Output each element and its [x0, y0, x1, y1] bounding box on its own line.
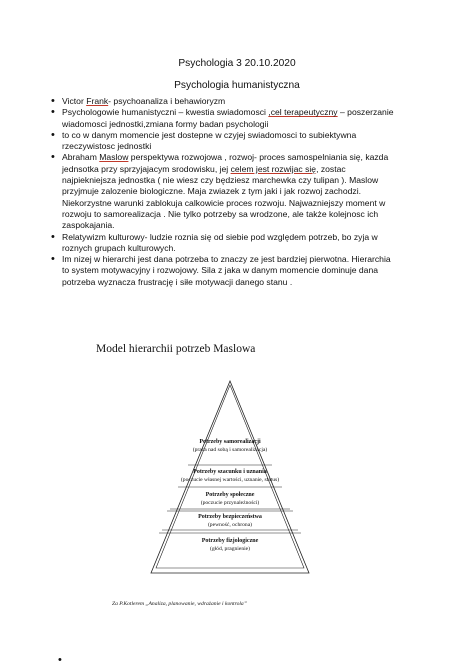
- bullet-item: [62, 152, 397, 231]
- tier-detail: (praca nad sobą i samorealizacja): [192, 447, 268, 453]
- empty-bullet-icon: •: [58, 654, 62, 666]
- bullet-text: Psychologowie humanistyczni – kwestia swiadomosci: [62, 107, 269, 118]
- bullet-text: to co w danym momencie jest dostepne w czyjej swiadomosci to subiektywna rzeczywistosc jednostki: [62, 129, 357, 152]
- bullet-item: [62, 96, 397, 107]
- tier-detail: (głód, pragnienie): [209, 546, 251, 552]
- tier-detail: (poczucie przynależności): [200, 500, 260, 506]
- underlined-term: ,cel terapeutyczny: [268, 107, 338, 118]
- bullet-text: , zostac najpiekniejsza jednostka ( nie wiesz czy będziesz marchewka czy tulipan ). Maslow przyjmuje zalozenie biologiczne. Maja zwiazek z tym jaki i jak rozwoj zachodzi. Niekorzystne warunki zablokuja calkowicie proces rozwoju. Najwazniejszy moment w rozwoju to samorealizacja . Nie tylko potrzeby sa wrodzone, ale także kolejnosc ich zaspokajania.: [62, 163, 386, 231]
- bullet-text: – poszerzanie wiadomosci jednostki,zmiana formy badan psychologii: [62, 107, 394, 129]
- bullet-item: [62, 254, 397, 288]
- tier-label: Potrzeby bezpieczeństwa: [198, 514, 262, 520]
- tier-label: Potrzeby społeczne: [205, 492, 255, 498]
- bullet-item: [62, 107, 397, 130]
- figure-title: Model hierarchii potrzeb Maslowa: [96, 343, 256, 355]
- tier-detail: (pewność, ochrona): [207, 522, 253, 528]
- notes-bullet-list: [62, 96, 397, 288]
- pyramid-tier-3: [150, 491, 310, 507]
- document-title: Psychologia 3 20.10.2020: [178, 58, 296, 69]
- figure-credit: Za P.Kotlerem „Analiza, planowanie, wdrażanie i kontrola”: [112, 601, 247, 607]
- bullet-text: perspektywa rozwojowa , rozwoj- proces samospelniania się, kazda jednsotka przy sprzyjajacym srodowisku, jej: [62, 152, 389, 174]
- underlined-term: Maslow: [99, 152, 129, 163]
- tier-detail: (poczucie własnej wartości, uznanie, status): [180, 477, 280, 483]
- bullet-text: - psychoanaliza i behawioryzm: [108, 96, 226, 106]
- maslow-pyramid: [150, 380, 310, 574]
- bullet-text: Abraham: [62, 152, 100, 163]
- pyramid-tier-1: [150, 438, 310, 454]
- tier-label: Potrzeby fizjologiczne: [201, 538, 259, 544]
- bullet-text: Relatywizm kulturowy- ludzie roznia się od siebie pod względem potrzeb, bo zyja w roznych grupach kulturowych.: [62, 231, 378, 253]
- tier-label: Potrzeby samorealizacji: [199, 439, 261, 445]
- pyramid-tier-5: [150, 537, 310, 553]
- bullet-text: Victor: [62, 96, 87, 106]
- tier-label: Potrzeby szacunku i uznania: [193, 469, 267, 475]
- bullet-item: [62, 130, 397, 153]
- bullet-item: [62, 232, 397, 255]
- underlined-term: celem jest rozwijac się: [230, 163, 317, 174]
- document-subtitle: Psychologia humanistyczna: [174, 80, 300, 91]
- bullet-text: Im nizej w hierarchi jest dana potrzeba to znaczy ze jest bardziej pierwotna. Hierarchia to system motywacyjny i rozwojowy. Sila z jaka w danym momencie dominuje dana potrzeba wyznacza frustrację i siłe motywacji danego stanu .: [62, 254, 391, 287]
- underlined-term: Frank: [86, 96, 109, 106]
- pyramid-tier-2: [150, 468, 310, 484]
- pyramid-tier-4: [150, 513, 310, 529]
